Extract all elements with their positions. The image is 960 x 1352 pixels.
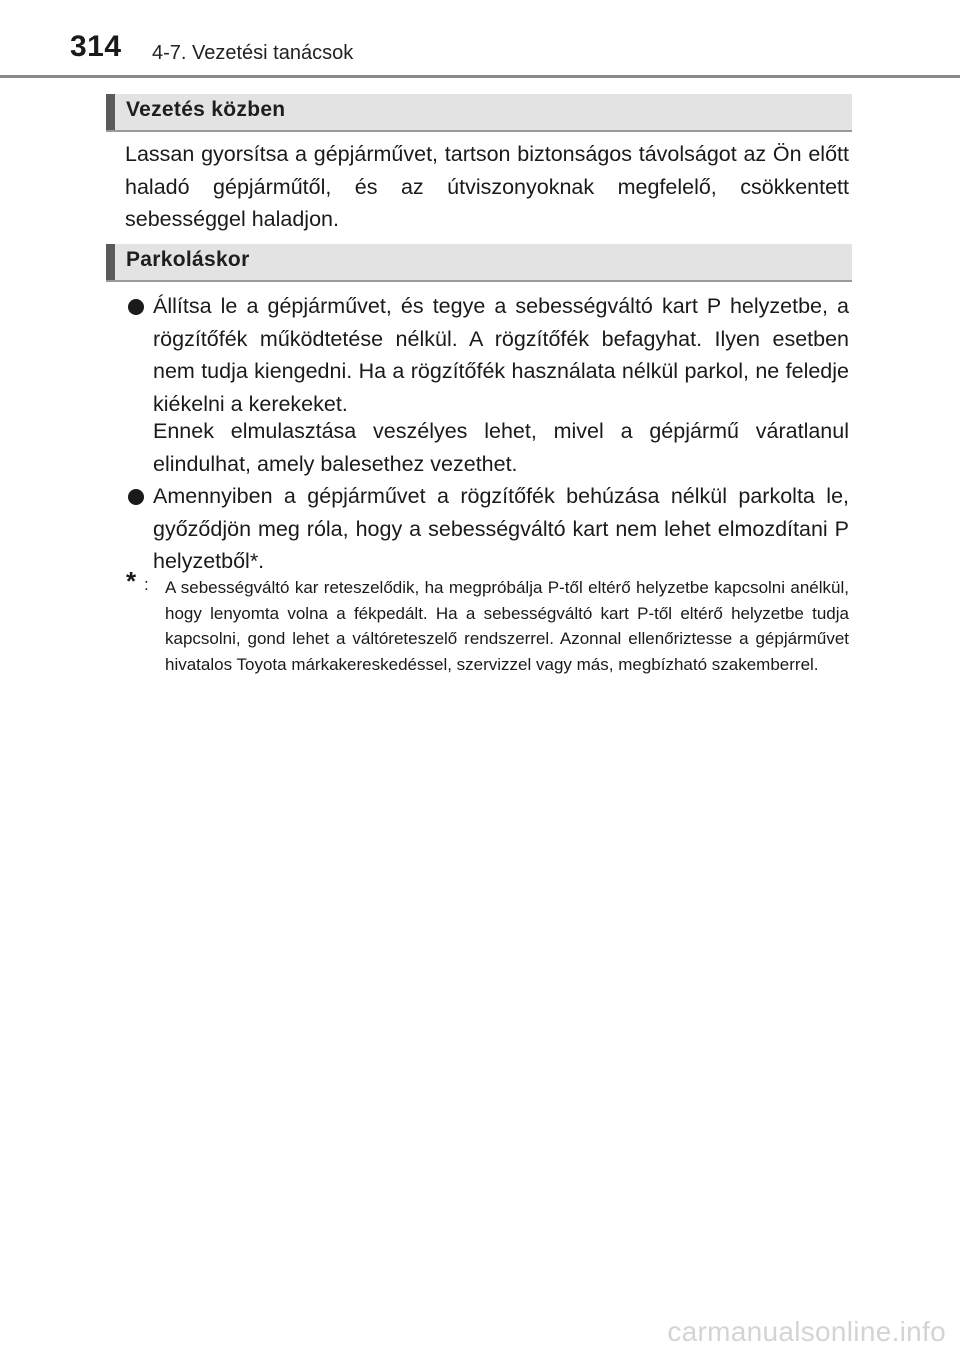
section-title: Vezetés közben <box>126 98 286 121</box>
section-title: Parkoláskor <box>126 248 250 271</box>
chapter-title: 4-7. Vezetési tanácsok <box>152 42 354 64</box>
bullet-item-text: Állítsa le a gépjárművet, és tegye a sebességváltó kart P helyzetbe, a rögzítőfék működtetése nélkül. A rögzítőfék befagyhat. Ilyen esetben nem tudja kiengedni. Ha a rögzítőfék használata nélkül parkol, ne feledje kiékelni a kerekeket. <box>153 294 849 416</box>
footnote-asterisk: * <box>126 566 137 596</box>
bullet-icon <box>128 290 152 322</box>
bullet-item-continuation: Ennek elmulasztása veszélyes lehet, mivel a gépjármű váratlanul elindulhat, amely balesethez vezethet. <box>153 419 849 476</box>
page-number: 314 <box>70 30 122 63</box>
section-heading-driving <box>106 94 852 132</box>
header-divider <box>0 75 960 78</box>
section-heading-parking <box>106 244 852 282</box>
section-accent-bar <box>106 94 115 130</box>
driving-paragraph: Lassan gyorsítsa a gépjárművet, tartson biztonságos távolságot az Ön előtt haladó gépjárműtől, és az útviszonyoknak megfelelő, csökkentett sebességgel haladjon. <box>125 142 849 231</box>
bullet-item-text: Amennyiben a gépjárművet a rögzítőfék behúzása nélkül parkolta le, győződjön meg róla, hogy a sebességváltó kart nem lehet elmozdítani P helyzetből*. <box>153 484 849 573</box>
footnote-text: A sebességváltó kar reteszelődik, ha megpróbálja P-től eltérő helyzetbe kapcsolni anélkül, hogy lenyomta volna a fékpedált. Ha a sebességváltó kart P-től eltérő helyzetbe tudja kapcsolni, gond lehet a váltóreteszelő rendszerrel. Azonnal ellenőriztesse a gépjárművet hivatalos Toyota márkakereskedéssel, szervizzel vagy más, megbízható szakemberrel. <box>165 578 849 674</box>
watermark: carmanualsonline.info <box>667 1316 946 1347</box>
bullet-icon <box>128 480 152 512</box>
footnote-separator: : <box>144 575 149 594</box>
section-accent-bar <box>106 244 115 280</box>
